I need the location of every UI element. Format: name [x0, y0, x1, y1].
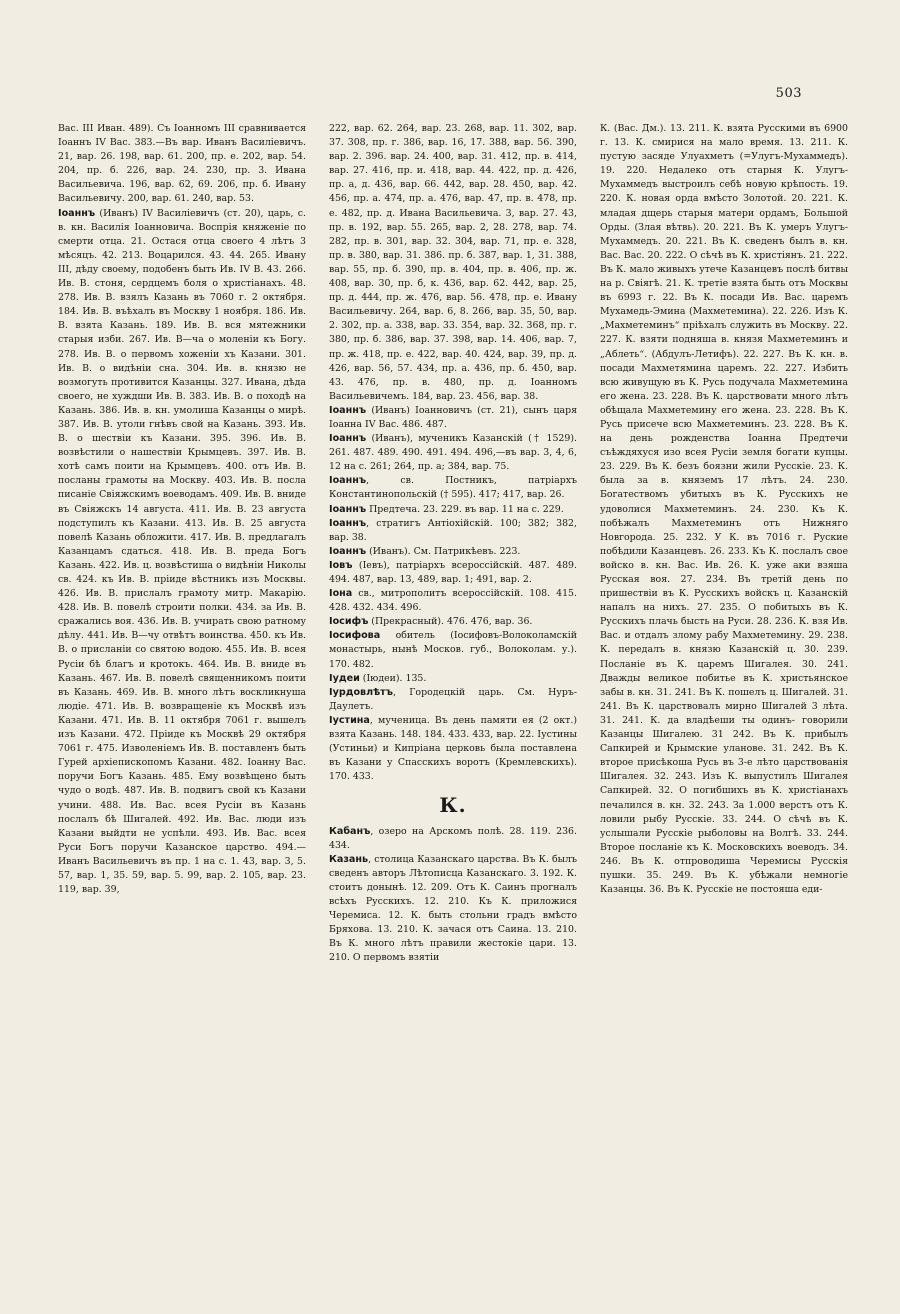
entry-text: (Иванъ). См. Патрикѣевъ. 223.	[366, 545, 521, 557]
index-entry	[329, 517, 577, 545]
column-middle	[329, 122, 577, 965]
entry-headword: Казань	[329, 853, 369, 865]
entry-headword: Іудеи	[329, 672, 360, 684]
index-entry	[329, 545, 577, 559]
index-entry	[329, 629, 577, 671]
entry-headword: Іоаннъ	[58, 207, 96, 219]
index-entry	[329, 559, 577, 587]
entry-headword: Іоаннъ	[329, 404, 367, 416]
entry-headword: Іосифова	[329, 630, 381, 642]
index-entry	[329, 503, 577, 517]
index-entry	[329, 686, 577, 714]
entry-headword: Іоаннъ	[329, 545, 367, 557]
index-entry	[329, 714, 577, 784]
entry-text: К. (Вас. Дм.). 13. 211. К. взята Русскими въ 6900 г. 13. К. смирися на мало время. 13. 211. К. пустую засяде Улуахметъ (=Улугъ-Мухаммедъ). 19. 220. Недалеко отъ старыя К. Улугъ-Мухаммедъ выстроилъ себѣ новую крѣпость. 19. 220. К. новая орда вмѣсто Золотой. 20. 221. К. младая дщерь старыя матери ордамъ, Большой Орды. (Злая вѣтвь). 20. 221. Въ К. умеръ Улугъ-Мухаммедъ. 20. 221. Въ К. сведенъ былъ в. кн. Вас. Вас. 20. 222. О сѣчѣ въ К. христіянъ. 21. 222. Въ К. мало живыхъ утече Казанцевъ послѣ битвы на р. Свіягѣ. 21. К. третіе взята быть отъ Москвы въ 6993 г. 22. Въ К. посади Ив. Вас. царемъ Мухамедь-Эмина (Махметемина). 22. 226. Изъ К. „Махметеминъ“ пріѣхалъ служить въ Москву. 22. 227. К. взяти подняша в. князя Махметеминъ и „Аблеть“. (Абдулъ-Летифъ). 22. 227. Въ К. кн. в. посади Махметямина царемъ. 22. 227. Избить всю живущую въ К. Русь подучала Махметемина его жена. 23. 228. Въ К. царствовати много лѣтъ обѣщала Махметемину его жена. 23. 228. Въ К. Русь присече всю Махметеминъ. 23. 228. Въ К. на день рожденства Іоанна Предтечи съѣждяхуся изо всея Русіи земля богати купцы. 23. 229. Въ К. безъ боязни жили Русскіе. 23. К. была за в. княземъ 17 лѣтъ. 24. 230. Богатествомъ убитыхъ въ К. Русскихъ не удоволися Махметеминъ. 24. 230. Къ К. побѣжалъ Махметеминъ отъ Нижняго Новгорода. 25. 232. У К. въ 7016 г. Руские побѣдили Казанцевъ. 26. 233. Къ К. послалъ свое войско в. кн. Вас. Ив. 26. К. уже аки взяша Русская воя. 27. 234. Въ третій день по пришествіи въ К. Русскихъ войскъ ц. Казанскій напалъ на нихъ. 27. 235. О побитыхъ въ К. Русскихъ плачь бысть на Руси. 28. 236. К. взя Ив. Вас. и отдалъ злому рабу Махметемину. 29. 238. К. передалъ в. князю Казанскій ц. 30. 239. Посланіе въ К. царемъ Шигалея. 30. 241. Дважды великое побитье въ К. христьянское забы в. кн. 31. 241. Въ К. пошелъ ц. Шигалей. 31. 241. Въ К. царствовалъ мирно Шигалей 3 лѣта. 31. 241. К. да владѣеши ты одинъ- говорили Казанцы Шигалею. 31 242. Въ К. прибылъ Сапкирей и Крымские уланове. 31. 242. Въ К. второе присѣкоша Русь въ 3-е лѣто царствованія Шигалея. 32. 243. Изъ К. выпустилъ Шигалея Сапкирей. 32. О погибшихъ въ К. христіанахъ печалился в. кн. 32. 243. За 1.000 верстъ отъ К. ловили рыбу Русскіе. 33. 244. О сѣчѣ въ К. услышали Русскіе рыболовы на Волгѣ. 33. 244. Второе посланіе къ К. Московскихъ воеводъ. 34. 246. Въ К. отпроводиша Черемисы Русскія пушки. 35. 249. Въ К. убѣжали немногіе Казанцы. 36. Въ К. Русскіе не постояша еди-	[600, 123, 848, 896]
entry-text: 222, вар. 62. 264, вар. 23. 268, вар. 11. 302, вар. 37. 308, пр. г. 386, вар. 16, 17. 388, вар. 56. 390, вар. 2. 396. вар. 24. 400, вар. 31. 412, пр. в. 414, вар. 27. 416, пр. и. 418, вар. 44. 422, пр. д. 426, пр. а, д. 436, вар. 66. 442, вар. 28. 450, вар. 42. 456, пр. а. 474, пр. а. 476, вар. 47, пр. в. 478, пр. е. 482, пр. д. Ивана Васильевича. 3, вар. 27. 43, пр. в. 192, вар. 55. 265, вар. 2, 28. 278, вар. 74. 282, пр. в. 301, вар. 32. 304, вар. 71, пр. е. 328, пр. в. 380, вар. 31. 386. пр. б. 387, вар. 1, 31. 388, вар. 55, пр. б. 390, пр. в. 404, пр. в. 406, пр. ж. 408, вар. 30, пр. б, к. 436, вар. 62. 442, вар. 25, пр. д. 444, пр. ж. 476, вар. 56. 478, пр. е. Ивану Васильевичу. 264, вар. 6, 8. 266, вар. 35, 50, вар. 2. 302, пр. а. 338, вар. 33. 354, вар. 32. 368, пр. г. 380, пр. б. 386, вар. 37. 398, вар. 14. 406, вар. 7, пр. ж. 418, пр. е. 422, вар. 40. 424, вар. 39, пр. д. 426, вар. 56, 57. 434, пр. а. 436, пр. б. 450, вар. 43. 476, пр. в. 480, пр. д. Іоанномъ Васильевичемъ. 184, вар. 23. 456, вар. 38.	[329, 123, 577, 402]
entry-text: Предтеча. 23. 229. въ вар. 11 на с. 229.	[366, 503, 564, 515]
entry-text: (Прекрасный). 476. 476, вар. 36.	[368, 616, 533, 628]
index-entry	[329, 825, 577, 853]
index-entry	[329, 404, 577, 432]
entry-text: , мученица. Въ день памяти ея (2 окт.) взята Казань. 148. 184. 433. 433, вар. 22. Іустины (Устиньи) и Кипріана церковь была поставлена въ Казани у Спасскихъ воротъ (Кремлевскихъ). 170. 433.	[329, 714, 577, 783]
entry-headword: Кабанъ	[329, 825, 371, 837]
index-entry	[329, 672, 577, 686]
index-entry	[329, 615, 577, 629]
index-columns	[58, 122, 848, 965]
entry-text: , Городецкій царь. См. Нуръ-Даулетъ.	[329, 686, 577, 712]
entry-text: (Іюдеи). 135.	[359, 672, 427, 684]
entry-headword: Іоаннъ	[329, 503, 367, 515]
entry-headword: Іоаннъ	[329, 517, 367, 529]
page-number: 503	[775, 86, 802, 101]
entry-text: Вас. III Иван. 489). Съ Іоанномъ III сравнивается Іоаннъ IV Вас. 383.—Въ вар. Иванъ Василіевичъ. 21, вар. 26. 198, вар. 61. 200, пр. е. 202, вар. 54. 204, пр. б. 226, вар. 24. 230, пр. 3. Ивана Васильевича. 196, вар. 62, 69. 206, пр. б. Ивану Васильевичу. 200, вар. 61. 240, вар. 53.	[58, 123, 306, 205]
index-entry	[58, 122, 306, 207]
entry-text: (Иванъ) Іоанновичъ (ст. 21), сынъ царя Іоанна IV Вас. 486. 487.	[329, 404, 577, 430]
column-left	[58, 122, 306, 965]
entry-text: (Іевъ), патріархъ всероссійскій. 487. 489. 494. 487, вар. 13, 489, вар. 1; 491, вар. 2.	[329, 559, 577, 585]
index-entry	[58, 207, 306, 898]
column-right	[600, 122, 848, 965]
index-entry	[329, 474, 577, 502]
entry-text: св., митрополитъ всероссійскій. 108. 415. 428. 432. 434. 496.	[329, 588, 577, 614]
index-entry	[329, 122, 577, 404]
entry-text: , озеро на Арскомъ полѣ. 28. 119. 236. 434.	[329, 825, 577, 851]
entry-text: , стратигъ Антіохійскій. 100; 382; 382, вар. 38.	[329, 517, 577, 543]
entry-headword: Іустина	[329, 714, 370, 726]
entry-text: обитель (Іосифовъ-Волоколамскій монастырь, нынѣ Москов. губ., Волоколам. у.). 170. 482.	[329, 630, 577, 670]
entry-headword: Іосифъ	[329, 616, 369, 628]
entry-headword: Іовъ	[329, 559, 353, 571]
entry-headword: Іона	[329, 588, 353, 600]
entry-text: (Иванъ) IV Василіевичъ (ст. 20), царь, с. в. кн. Василія Іоанновича. Воспрія княженіе по смерти отца. 21. Остася отца своего 4 лѣтъ 3 мѣсяцъ. 42. 213. Воцарился. 43. 44. 265. Ивану III, дѣду своему, подобенъ быть Ив. IV В. 43. 266. Ив. В. стоня, сердцемъ боля о христіанахъ. 48. 278. Ив. В. взялъ Казань въ 7060 г. 2 октября. 184. Ив. В. въѣхалъ въ Москву 1 ноября. 186. Ив. В. взята Казань. 189. Ив. В. вся мятежники старыя изби. 267. Ив. В—ча о моленіи къ Богу. 278. Ив. В. о первомъ хоженіи хъ Казани. 301. Ив. В. о видѣніи сна. 304. Ив. в. князю не возмогуть противится Казанцы. 327. Ивана, дѣда своего, не хуждши Ив. В. 383. Ив. В. о походѣ на Казань. 386. Ив. в. кн. умолиша Казанцы о мирѣ. 387. Ив. В. утоли гнѣвъ свой на Казань. 393. Ив. В. о шествіи къ Казани. 395. 396. Ив. В. возвѣстили о нашествіи Крымцевъ. 397. Ив. В. хотѣ самъ поити на Крымцевъ. 400. отъ Ив. В. посланы грамоты на Москву. 403. Ив. В. посла писаніе Свіяжскимъ воеводамъ. 409. Ив. В. вниде въ Свіяжскъ 14 августа. 411. Ив. В. 23 августа подступилъ къ Казани. 413. Ив. В. 25 августа повелѣ Казань обложити. 417. Ив. В. предлагалъ Казанцамъ сдаться. 418. Ив. В. преда Богъ Казань. 422. Ив. ц. возвѣстиша о видѣніи Николы св. 424. къ Ив. В. пріиде вѣстникъ изъ Москвы. 426. Ив. В. прислалъ грамоту митр. Макарію. 428. Ив. В. повелѣ строити полки. 434. за Ив. В. сражались воя. 436. Ив. В. учирать свою ратному дѣлу. 441. Ив. В—чу отвѣтъ воинства. 450. къ Ив. В. о присланіи со святою водою. 455. Ив. В. всея Русіи бѣ благъ и кротокъ. 464. Ив. В. вниде въ Казань. 467. Ив. В. повелѣ священникомъ поити въ Казань. 469. Ив. В. много лѣтъ воскликнуша людіе. 471. Ив. В. возвращеніе къ Москвѣ изъ Казани. 471. Ив. В. 11 октября 7061 г. вышелъ изъ Казани. 472. Пріиде къ Москвѣ 29 октября 7061 г. 475. Изволеніемъ Ив. В. поставленъ быть Гурей архіепископомъ Казани. 482. Іоанну Вас. поручи Богъ Казань. 485. Ему возвѣщено быть чудо о водѣ. 487. Ив. В. подвигъ свой къ Казани учини. 488. Ив. Вас. всея Русіи въ Казань послалъ бѣ Шигалей. 492. Ив. Вас. люди изъ Казани выйдти не успѣли. 493. Ив. Вас. всея Руси Богъ поручи Казанское царство. 494.—Иванъ Васильевичъ въ пр. 1 на с. 1. 43, вар. 3, 5. 57, вар. 1, 35. 59, вар. 5. 99, вар. 2. 105, вар. 23. 119, вар. 39,	[58, 207, 306, 896]
index-entry	[329, 587, 577, 615]
entry-text: (Иванъ), мученикъ Казанскій († 1529). 261. 487. 489. 490. 491. 494. 496,—въ вар. 3, 4, 6, 12 на с. 261; 264, пр. а; 384, вар. 75.	[329, 433, 577, 473]
index-entry	[600, 122, 848, 897]
section-letter-heading: К.	[439, 793, 467, 818]
entry-headword: Іоаннъ	[329, 475, 367, 487]
entry-headword: Іоаннъ	[329, 433, 367, 445]
entry-text: , св. Постникъ, патріархъ Константинопольскій († 595). 417; 417, вар. 26.	[329, 475, 577, 501]
index-entry	[329, 432, 577, 474]
entry-text: , столица Казанскаго царства. Въ К. былъ сведенъ авторъ Лѣтописца Казанскаго. 3. 192. К. стоитъ донынѣ. 12. 209. Отъ К. Саинъ прогналъ всѣхъ Русскихъ. 12. 210. Къ К. приложися Черемиса. 12. К. быть стольни градъ вмѣсто Бряхова. 13. 210. К. зачася отъ Саина. 13. 210. Въ К. много лѣтъ правили жестокіе цари. 13. 210. О первомъ взятіи	[329, 853, 577, 964]
entry-headword: Іурдовлѣтъ	[329, 686, 393, 698]
index-entry	[329, 853, 577, 966]
